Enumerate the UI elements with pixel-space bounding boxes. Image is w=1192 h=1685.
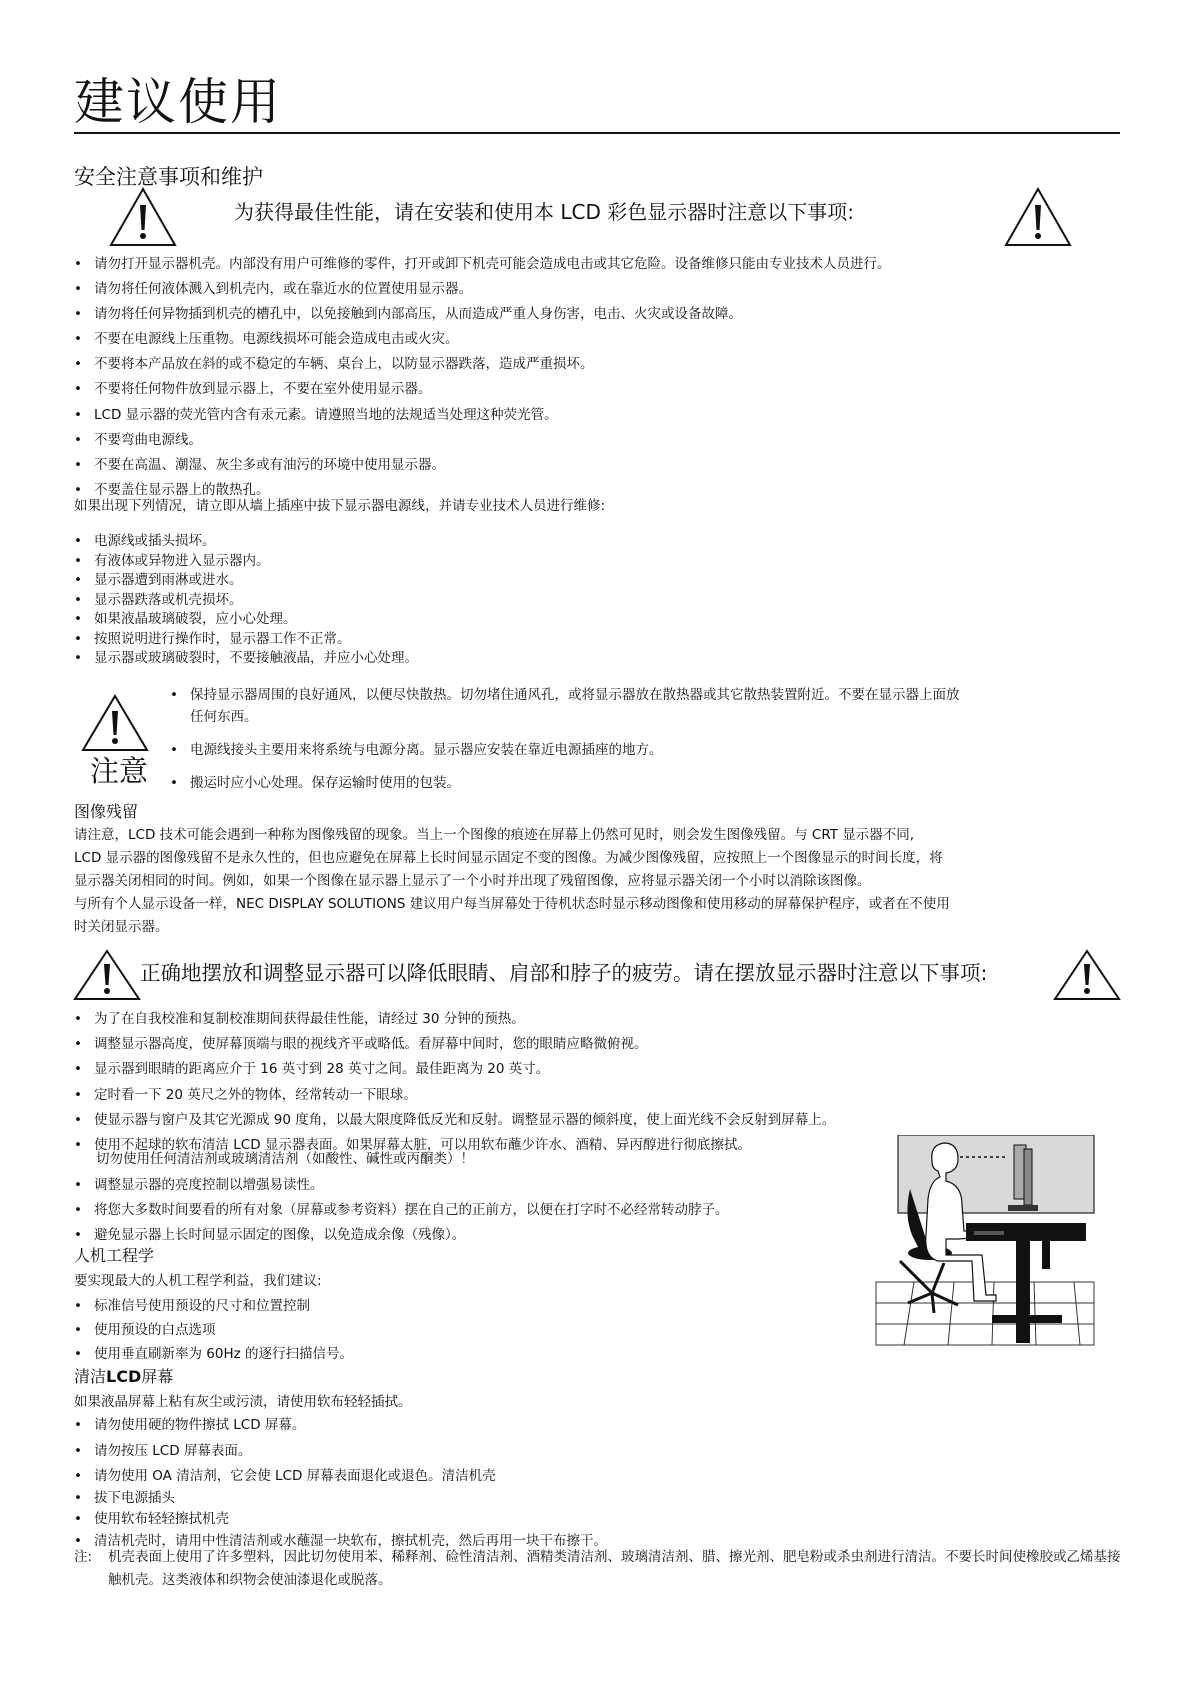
list-item: • 调整显示器的亮度控制以增强易读性。 — [74, 1173, 729, 1198]
list-item: • 不要在高温、潮湿、灰尘多或有油污的环境中使用显示器。 — [74, 453, 891, 478]
placement-list — [74, 1007, 835, 1158]
title-divider — [74, 132, 1120, 134]
list-item: • 请勿使用 OA 清洁剂，它会使 LCD 屏幕表面退化或退色。清洁机壳 — [74, 1466, 607, 1488]
caution-text-cont: 任何东西。 — [190, 709, 258, 725]
list-item: • 请勿将任何液体溅入到机壳内，或在靠近水的位置使用显示器。 — [74, 277, 891, 302]
list-item: • 电源线接头主要用来将系统与电源分离。显示器应安装在靠近电源插座的地方。 — [170, 739, 960, 761]
safety-warning-banner: 为获得最佳性能，请在安装和使用本 LCD 彩色显示器时注意以下事项: — [234, 200, 854, 224]
list-item: • 调整显示器高度，使屏幕顶端与眼的视线齐平或略低。看屏幕中间时，您的眼睛应略微俯视。 — [74, 1032, 835, 1057]
list-item: • 电源线或插头损坏。 — [74, 532, 418, 552]
list-item: • 标准信号使用预设的尺寸和位置控制 — [74, 1294, 353, 1318]
text-line: LCD 显示器的图像残留不是永久性的，但也应避免在屏幕上长时间显示固定不变的图像。为减少图像残留，应按照上一个图像显示的时间长度，将 — [74, 850, 943, 866]
cleaning-list — [74, 1415, 607, 1553]
safety-heading: 安全注意事项和维护 — [74, 165, 263, 189]
list-item: • LCD 显示器的荧光管内含有汞元素。请遵照当地的法规适当处理这种荧光管。 — [74, 403, 891, 428]
list-item: • 清洁机壳时，请用中性清洁剂或水蘸湿一块软布，擦拭机壳，然后再用一块干布擦干。 — [74, 1531, 607, 1553]
list-item — [170, 684, 960, 728]
safety-list — [74, 252, 891, 503]
list-item: • 为了在自我校准和复制校准期间获得最佳性能，请经过 30 分钟的预热。 — [74, 1007, 835, 1032]
placement-list-2 — [74, 1173, 729, 1249]
text-line: 与所有个人显示设备一样，NEC DISPLAY SOLUTIONS 建议用户每当屏幕处于待机状态时显示移动图像和使用移动的屏幕保护程序，或者在不使用 — [74, 896, 950, 912]
image-persistence-heading: 图像残留 — [74, 802, 139, 821]
cleaning-heading-lcd: LCD — [106, 1367, 142, 1386]
list-item: • 使用预设的白点选项 — [74, 1318, 353, 1342]
caution-list — [170, 684, 960, 794]
list-item: • 不要将本产品放在斜的或不稳定的车辆、桌台上，以防显示器跌落，造成严重损坏。 — [74, 352, 891, 377]
list-item: • 请勿打开显示器机壳。内部没有用户可维修的零件，打开或卸下机壳可能会造成电击或其它危险。设备维修只能由专业技术人员进行。 — [74, 252, 891, 277]
warning-icon — [1003, 186, 1073, 248]
ergonomics-list — [74, 1294, 353, 1366]
list-item: • 搬运时应小心处理。保存运输时使用的包装。 — [170, 772, 960, 794]
text-line: 请注意，LCD 技术可能会遇到一种称为图像残留的现象。当上一个图像的痕迹在屏幕上仍然可见时，则会发生图像残留。与 CRT 显示器不同, — [74, 827, 915, 843]
list-item: • 不要盖住显示器上的散热孔。 — [74, 478, 891, 503]
service-conditions-list — [74, 532, 418, 669]
cleaning-heading — [74, 1364, 173, 1387]
warning-icon — [1052, 948, 1122, 1002]
list-item: • 显示器遭到雨淋或进水。 — [74, 571, 418, 591]
list-item: • 显示器到眼睛的距离应介于 16 英寸到 28 英寸之间。最佳距离为 20 英寸。 — [74, 1057, 835, 1082]
text-line: 时关闭显示器。 — [74, 919, 169, 935]
list-item: • 定时看一下 20 英尺之外的物体，经常转动一下眼球。 — [74, 1083, 835, 1108]
cleaning-heading-prefix: 清洁 — [74, 1367, 107, 1386]
list-item: • 不要将任何物件放到显示器上，不要在室外使用显示器。 — [74, 377, 891, 402]
cleaning-intro: 如果液晶屏幕上粘有灰尘或污渍，请使用软布轻轻插拭。 — [74, 1394, 412, 1410]
note-label: 注: — [74, 1549, 93, 1565]
caution-text: 保持显示器周围的良好通风，以便尽快散热。切勿堵住通风孔，或将显示器放在散热器或其它散热装置附近。不要在显示器上面放 — [190, 687, 960, 703]
list-item: • 使用不起球的软布清洁 LCD 显示器表面。如果屏幕太脏，可以用软布蘸少许水、酒精、异丙醇进行彻底擦拭。 — [74, 1133, 835, 1158]
list-item: • 拔下电源插头 — [74, 1488, 607, 1510]
list-item: • 使显示器与窗户及其它光源成 90 度角，以最大限度降低反光和反射。调整显示器的倾斜度，使上面光线不会反射到屏幕上。 — [74, 1108, 835, 1133]
list-item: • 如果液晶玻璃破裂，应小心处理。 — [74, 610, 418, 630]
ergonomic-posture-illustration — [874, 1135, 1096, 1348]
ergonomics-heading: 人机工程学 — [74, 1246, 155, 1265]
placement-warning-banner: 正确地摆放和调整显示器可以降低眼睛、肩部和脖子的疲劳。请在摆放显示器时注意以下事项: — [140, 961, 988, 985]
list-item: • 将您大多数时间要看的所有对象（屏幕或参考资料）摆在自己的正前方，以便在打字时不必经常转动脖子。 — [74, 1198, 729, 1223]
list-item: • 请勿将任何异物插到机壳的槽孔中，以免接触到内部高压，从而造成严重人身伤害，电击、火灾或设备故障。 — [74, 302, 891, 327]
list-item: • 不要在电源线上压重物。电源线损坏可能会造成电击或火灾。 — [74, 327, 891, 352]
warning-icon — [72, 948, 142, 1002]
cleaning-warning-text: 切勿使用任何清洁剂或玻璃清洁剂（如酸性、碱性或丙酮类）！ — [96, 1151, 474, 1167]
list-item: • 使用垂直刷新率为 60Hz 的逐行扫描信号。 — [74, 1342, 353, 1366]
text-line: 显示器关闭相同的时间。例如，如果一个图像在显示器上显示了一个小时并出现了残留图像，应将显示器关闭一个小时以消除该图像。 — [74, 873, 871, 889]
service-intro: 如果出现下列情况，请立即从墙上插座中拔下显示器电源线，并请专业技术人员进行维修: — [74, 498, 606, 514]
cleaning-heading-suffix: 屏幕 — [141, 1367, 174, 1386]
warning-icon — [108, 186, 178, 248]
list-item: • 使用软布轻轻擦拭机壳 — [74, 1509, 607, 1531]
caution-label: 注意 — [90, 754, 149, 788]
list-item: • 不要弯曲电源线。 — [74, 428, 891, 453]
list-item: • 显示器跌落或机壳损坏。 — [74, 591, 418, 611]
list-item: • 按照说明进行操作时，显示器工作不正常。 — [74, 630, 418, 650]
caution-icon — [80, 693, 150, 753]
list-item: • 避免显示器上长时间显示固定的图像，以免造成余像（残像）。 — [74, 1223, 729, 1248]
ergonomics-intro: 要实现最大的人机工程学利益，我们建议: — [74, 1273, 322, 1289]
page-title: 建议使用 — [74, 73, 282, 131]
list-item: • 显示器或玻璃破裂时，不要接触液晶，并应小心处理。 — [74, 649, 418, 669]
list-item: • 请勿使用硬的物件擦拭 LCD 屏幕。 — [74, 1415, 607, 1437]
note-text: 机壳表面上使用了许多塑料，因此切勿使用苯、稀释剂、硷性清洁剂、酒精类清洁剂、玻璃清洁剂、腊、擦光剂、肥皂粉或杀虫剂进行清洁。不要长时间使橡胶或乙烯基接触机壳。这类液体和织物会使油漆退化或脱落。 — [108, 1549, 1121, 1588]
list-item: • 有液体或异物进入显示器内。 — [74, 552, 418, 572]
list-item: • 请勿按压 LCD 屏幕表面。 — [74, 1441, 607, 1463]
image-persistence-text — [74, 824, 1124, 939]
